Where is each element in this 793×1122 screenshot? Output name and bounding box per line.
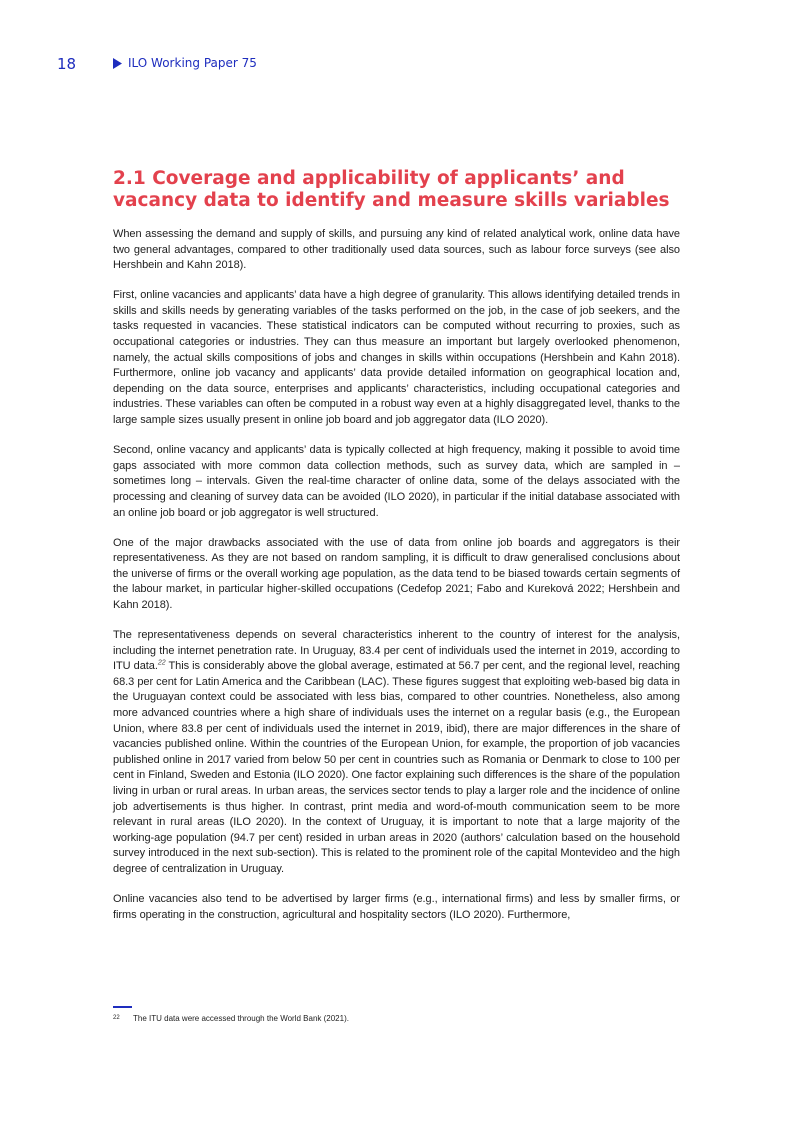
paragraph-firms: Online vacancies also tend to be advertised by larger firms (e.g., international firms) and less by smaller firms, or firms operating in the construction, agricultural and hospitality sectors (ILO 2020). Furthermore,	[113, 893, 680, 921]
body-text	[113, 227, 680, 938]
triangle-right-icon	[113, 58, 122, 69]
paragraph-representativeness-start: The representativeness depends on several characteristics inherent to the country of interest for the analysis, including the internet penetration rate. In Uruguay, 83.4 per cent of individuals used the internet in 2019, according to ITU data.	[113, 629, 680, 673]
paragraph-granularity: First, online vacancies and applicants’ data have a high degree of granularity. This allows identifying detailed trends in skills and skills needs by generating variables of the tasks performed on the job, in the case of job seekers, and the tasks requested in vacancies. These statistical indicators can be computed without recurring to proxies, such as occupational categories or industries. They can thus measure an important but largely overlooked phenomenon, namely, the actual skills compositions of jobs and changes in skills within occupations (Hershbein and Kahn 2018). Furthermore, online job vacancy and applicants’ data provide detailed information on geographical location and, depending on the data source, enterprises and applicants’ characteristics, including occupational categories and industries. These variables can often be computed in a robust way even at a highly disaggregated level, thanks to the large sample sizes usually present in online job board and job aggregator data (ILO 2020).	[113, 289, 680, 427]
footnote	[113, 1013, 349, 1024]
running-title: ILO Working Paper 75	[128, 56, 257, 70]
footnote-text: The ITU data were accessed through the World Bank (2021).	[133, 1014, 349, 1023]
paragraph-drawbacks: One of the major drawbacks associated with the use of data from online job boards and aggregators is their representativeness. As they are not based on random sampling, it is difficult to draw generalised conclusions about the universe of firms or the overall working age population, as the data tend to be biased towards certain segments of the labour market, in particular higher-skilled occupations (Cedefop 2021; Fabo and Kureková 2022; Hershbein and Kahn 2018).	[113, 536, 680, 611]
running-header	[113, 56, 257, 70]
paragraph-representativeness-rest: This is considerably above the global average, estimated at 56.7 per cent, and the regional level, reaching 68.3 per cent for Latin America and the Caribbean (LAC). These figures suggest that exploiting web-based big data in the Uruguayan context could be associated with less bias, compared to other countries. Nonetheless, also among more advanced countries where a high share of individuals uses the internet on a regular basis (e.g., the European Union, where 83.8 per cent of individuals used the internet in 2019, ibid), there are major differences in the share of vacancies published online. Within the countries of the European Union, for example, the proportion of job vacancies published online in 2017 varied from below 50 per cent in countries such as Romania or Denmark to close to 100 per cent in Finland, Sweden and Estonia (ILO 2020). One factor explaining such differences is the share of the population living in urban or rural areas. In urban areas, the services sector tends to play a larger role and the incidence of online job advertisements is thus higher. In contrast, print media and word-of-mouth communication seem to be more relevant in rural areas (ILO 2020). In the context of Uruguay, it is important to note that a large majority of the working-age population (94.7 per cent) resided in urban areas in 2020 (authors’ calculation based on the household survey introduced in the next sub-section). This is related to the prominent role of the capital Montevideo and the high degree of centralization in Uruguay.	[113, 660, 680, 875]
page-number: 18	[57, 55, 77, 73]
paragraph-representativeness	[113, 628, 680, 878]
section-title: 2.1 Coverage and applicability of applicants’ and vacancy data to identify and measure skills variables	[113, 168, 670, 211]
footnote-reference[interactable]: 22	[157, 659, 166, 667]
footnote-number: 22	[113, 1015, 120, 1021]
paragraph-frequency: Second, online vacancy and applicants’ data is typically collected at high frequency, making it possible to avoid time gaps associated with more common data collection methods, such as survey data, which are sampled in – sometimes long – intervals. Given the real-time character of online data, some of the delays associated with the processing and cleaning of survey data can be avoided (ILO 2020), in particular if the initial database associated with an online job board or job aggregator is well structured.	[113, 444, 680, 519]
footnote-divider	[113, 1006, 132, 1008]
paragraph-intro: When assessing the demand and supply of skills, and pursuing any kind of related analytical work, online data have two general advantages, compared to other traditionally used data sources, such as labour force surveys (see also Hershbein and Kahn 2018).	[113, 228, 680, 272]
